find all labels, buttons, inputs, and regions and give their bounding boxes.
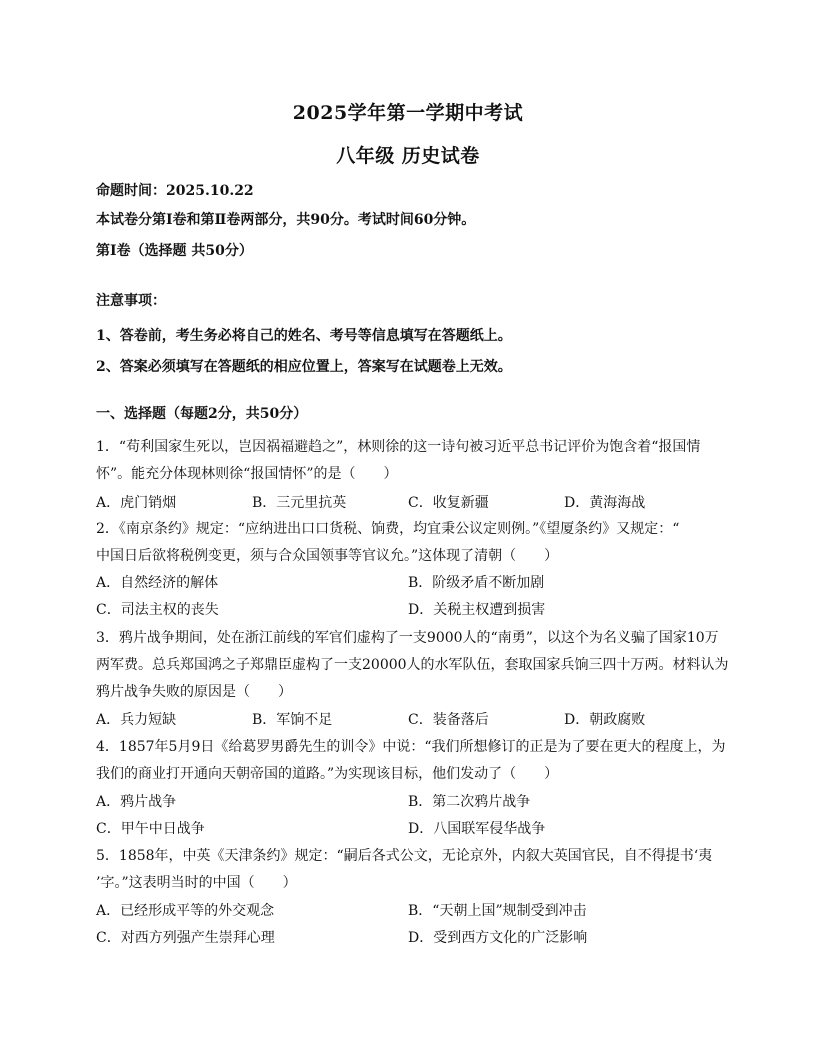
- question-2-option-a: A．自然经济的解体: [96, 575, 219, 591]
- note-item: 1、答卷前，考生务必将自己的姓名、考号等信息填写在答题纸上。: [96, 328, 512, 344]
- note-item: 2、答案必须填写在答题纸的相应位置上，答案写在试题卷上无效。: [96, 359, 512, 375]
- question-3-line-2: 两军费。总兵郑国鸿之子郑鼎臣虚构了一支20000人的水军队伍，套取国家兵饷三四十万两。材料认为: [96, 657, 729, 673]
- question-1-option-a: A．虎门销烟: [96, 495, 177, 511]
- exam-subtitle: 八年级 历史试卷: [336, 145, 480, 167]
- question-4-option-b: B．第二次鸦片战争: [408, 794, 531, 810]
- question-5-line-1: 5．1858年，中英《天津条约》规定：“嗣后各式公文，无论京外，内叙大英国官民，自不得提书‘夷: [96, 848, 713, 864]
- question-2-option-c: C．司法主权的丧失: [96, 602, 219, 618]
- question-5-option-b: B．“天朝上国”规制受到冲击: [408, 903, 587, 919]
- question-1-option-c: C．收复新疆: [408, 495, 489, 511]
- question-5-option-d: D．受到西方文化的广泛影响: [408, 930, 588, 946]
- question-4-line-1: 4．1857年5月9日《给葛罗男爵先生的训令》中说：“我们所想修订的正是为了要在更大的程度上，为: [96, 739, 726, 755]
- question-1-option-d: D．黄海海战: [564, 495, 646, 511]
- question-4-option-a: A．鸦片战争: [96, 794, 177, 810]
- exam-date: 命题时间：2025.10.22: [96, 183, 254, 199]
- question-2-line-2: 中国日后欲将税例变更，须与合众国领事等官议允。”这体现了清朝（ ）: [96, 548, 559, 564]
- question-3-option-a: A．兵力短缺: [96, 712, 177, 728]
- section-heading: 一、选择题（每题2分，共50分）: [96, 406, 308, 422]
- notes-heading: 注意事项：: [96, 293, 166, 309]
- question-3-option-d: D．朝政腐败: [564, 712, 646, 728]
- question-2-option-d: D．关税主权遭到损害: [408, 602, 546, 618]
- volume-heading: 第Ⅰ卷（选择题 共50分）: [96, 243, 253, 259]
- question-3-option-b: B．军饷不足: [252, 712, 333, 728]
- question-2-option-b: B．阶级矛盾不断加剧: [408, 575, 545, 591]
- exam-structure: 本试卷分第Ⅰ卷和第Ⅱ卷两部分，共90分。考试时间60分钟。: [96, 212, 476, 228]
- question-5-line-2: ’字。”这表明当时的中国（ ）: [96, 875, 297, 891]
- question-1-option-b: B．三元里抗英: [252, 495, 347, 511]
- question-1-line-2: 怀”。能充分体现林则徐“报国情怀”的是（ ）: [96, 466, 398, 482]
- question-4-option-d: D．八国联军侵华战争: [408, 821, 546, 837]
- question-3-line-3: 鸦片战争失败的原因是（ ）: [96, 684, 292, 700]
- question-3-option-c: C．装备落后: [408, 712, 489, 728]
- exam-title: 2025学年第一学期中考试: [292, 102, 524, 124]
- question-5-option-c: C．对西方列强产生崇拜心理: [96, 930, 275, 946]
- question-3-line-1: 3．鸦片战争期间，处在浙江前线的军官们虚构了一支9000人的“南勇”，以这个为名义骗了国家10万: [96, 630, 719, 646]
- question-1-line-1: 1．“苟利国家生死以，岂因祸福避趋之”，林则徐的这一诗句被习近平总书记评价为饱含着“报国情: [96, 439, 701, 455]
- question-4-line-2: 我们的商业打开通向天朝帝国的道路。”为实现该目标，他们发动了（ ）: [96, 766, 559, 782]
- question-4-option-c: C．甲午中日战争: [96, 821, 205, 837]
- question-2-line-1: 2．《南京条约》规定：“应纳进出口口货税、饷费，均宜秉公议定则例。”《望厦条约》又规定：“: [96, 521, 680, 537]
- question-5-option-a: A．已经形成平等的外交观念: [96, 903, 275, 919]
